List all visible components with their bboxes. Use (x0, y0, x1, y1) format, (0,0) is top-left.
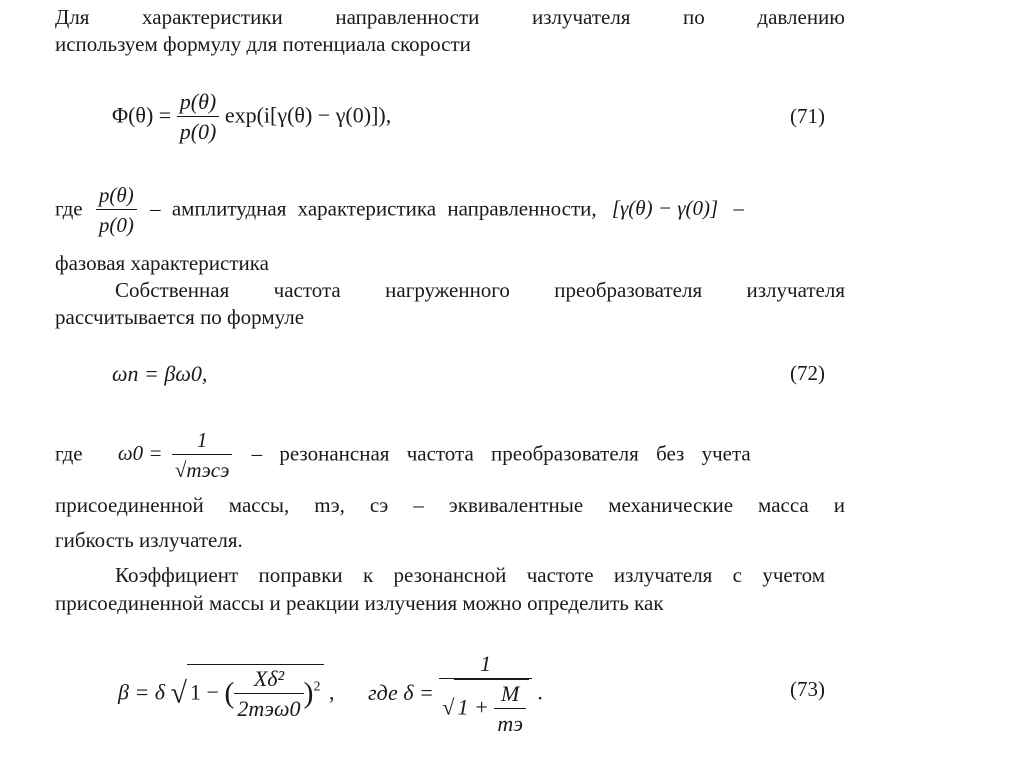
amplitude-fraction (96, 181, 137, 240)
phase-characteristic: фазовая характеристика (55, 251, 269, 275)
paragraph-intro-line1: Для характеристики направленности излучателя по давлению (55, 5, 845, 29)
equation-71 (112, 88, 391, 147)
amplitude-definition (55, 181, 744, 240)
eq73-power: 2 (313, 679, 321, 695)
eq73-one-plus: 1 + (457, 694, 489, 720)
eq73-mass-denominator: mэ (497, 711, 523, 736)
eq73-paren-close: ) (303, 676, 314, 710)
equation-72: ωn = βω0, (112, 361, 208, 386)
amplitude-text: – амплитудная характеристика направленности, (150, 196, 597, 221)
eq72-number: (72) (790, 361, 825, 385)
eq73-inner-denominator: 2mэω0 (237, 696, 301, 721)
eq71-number: (71) (790, 104, 825, 128)
eq73-root-sign: √ (170, 676, 187, 710)
resonance-text: – резонансная частота преобразователя без учета (251, 441, 751, 466)
eq73-where: где δ = (368, 679, 434, 705)
resonance-where: где (55, 441, 83, 466)
eq73-inner-fraction (234, 665, 303, 724)
paragraph-intro-line2: используем формулу для потенциала скорости (55, 32, 471, 56)
resonance-fraction (172, 426, 233, 485)
eq73-number: (73) (790, 677, 825, 701)
eq71-tail: exp(i[γ(θ) − γ(0)]), (224, 102, 392, 128)
amplitude-denominator: p(0) (98, 213, 134, 237)
resonance-line2-wrap (55, 492, 845, 519)
paragraph-correction-line2: присоединенной массы и реакции излучения можно определить как (55, 591, 664, 615)
eq73-paren-open: ( (224, 676, 235, 710)
paragraph-natural-frequency-line1: Собственная частота нагруженного преобразователя излучателя (115, 278, 845, 302)
resonance-numerator: 1 (172, 426, 233, 455)
eq73-lhs: β = δ (118, 679, 166, 705)
eq73-delta-root (454, 679, 528, 739)
eq73-comma: , (329, 679, 335, 705)
eq73-delta-root-sign: √ (442, 694, 455, 720)
paragraph-correction-line1: Коэффициент поправки к резонансной частоте излучателя с учетом (115, 563, 825, 587)
resonance-denominator: √mэcэ (174, 458, 230, 482)
resonance-line2: присоединенной массы, mэ, cэ – эквивалентные механические масса и (55, 493, 845, 517)
paragraph-correction (115, 562, 825, 589)
eq73-inner-numerator: Xδ² (234, 665, 303, 694)
eq73-delta-fraction (439, 650, 532, 739)
paragraph-natural-frequency (115, 277, 845, 304)
phase-dash: – (733, 196, 744, 221)
eq73-mass-fraction (494, 680, 526, 739)
eq73-one-minus: 1 − (190, 679, 219, 705)
paragraph-intro (55, 4, 845, 31)
amplitude-numerator: p(θ) (96, 181, 137, 210)
equation-73 (118, 650, 543, 739)
eq71-lhs: Φ(θ) = (112, 102, 172, 128)
paragraph-natural-frequency-line2: рассчитывается по формуле (55, 305, 305, 329)
resonance-lhs: ω0 = (117, 441, 163, 466)
phase-expression: [γ(θ) − γ(0)] (611, 196, 719, 221)
resonance-line3: гибкость излучателя. (55, 528, 243, 552)
eq73-delta-denominator (439, 679, 532, 739)
eq73-delta-numerator: 1 (439, 650, 532, 679)
eq73-root (187, 664, 324, 724)
eq71-numerator: p(θ) (177, 88, 220, 117)
eq71-denominator: p(0) (179, 119, 217, 144)
resonance-definition (55, 426, 751, 485)
eq71-fraction (177, 88, 220, 147)
eq73-mass-numerator: M (494, 680, 526, 709)
amplitude-where: где (55, 196, 83, 221)
eq73-period: . (537, 679, 543, 705)
